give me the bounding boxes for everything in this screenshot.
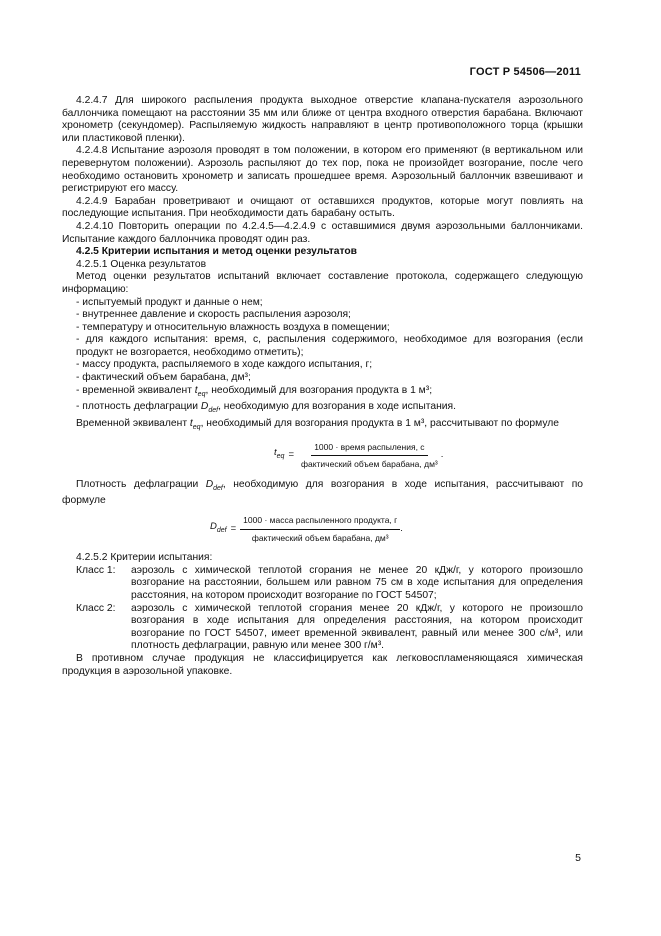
formula-denominator: фактический объем барабана, дм³ <box>251 532 389 543</box>
formula-var: t <box>274 447 277 459</box>
formula-denominator: фактический объем барабана, дм³ <box>301 459 438 470</box>
symbol-eq-sub: eq <box>197 390 206 398</box>
symbol-eq-sub: eq <box>192 423 201 431</box>
formula-equals: = <box>288 449 294 461</box>
formula-var: D <box>210 520 217 532</box>
list-item-time-equivalent <box>62 385 583 402</box>
paragraph-4-2-4-8: 4.2.4.8 Испытание аэрозоля проводят в том положении, в котором его применяют (в вертикальном или перевернутом положении). Аэрозоль распыляют до тех пор, пока не произойдет возгорание, после чего необходимо остановить хронометр и записать прошедшее время. Аэрозольный баллончик взвешивают и регистрируют его массу. <box>62 145 583 195</box>
text: , необходимую для возгорания в ходе испытания, рассчитывают по формуле <box>62 478 583 507</box>
formula-fraction <box>240 514 400 544</box>
paragraph-report-intro: Метод оценки результатов испытаний включает составление протокола, содержащего следующую информацию: <box>62 271 583 295</box>
formula-deflagration-density <box>210 514 583 544</box>
formula-lhs <box>274 447 284 463</box>
formula-sub: eq <box>276 453 285 461</box>
symbol-def-sub: def <box>213 484 223 492</box>
paragraph-4-2-4-9: 4.2.4.9 Барабан проветривают и очищают от оставшихся продуктов, которые могут повлиять на последующие испытания. При необходимости дать барабану остыть. <box>62 195 583 220</box>
text: Временной эквивалент <box>76 417 190 429</box>
list-text: , необходимую для возгорания в ходе испытания. <box>218 401 456 413</box>
list-text: - плотность дефлаграции <box>76 401 201 413</box>
paragraph-4-2-4-10: 4.2.4.10 Повторить операции по 4.2.4.5—4.2.4.9 с оставшимися двумя аэрозольными баллончиками. Испытание каждого баллончика проводят один раз. <box>62 220 583 245</box>
symbol-t: t <box>189 417 193 429</box>
formula-fraction <box>298 441 441 471</box>
formula-sub: def <box>216 526 227 534</box>
subsection-heading-4-2-5-1: 4.2.5.1 Оценка результатов <box>76 258 207 270</box>
formula-numerator: 1000 · масса распыленного продукта, г <box>240 514 400 530</box>
formula-end: . <box>440 449 444 461</box>
list-item: - температуру и относительную влажность воздуха в помещении; <box>76 321 390 333</box>
symbol-t: t <box>194 384 198 396</box>
formula-time-equivalent <box>274 441 583 471</box>
list-item: - фактический объем барабана, дм³; <box>76 372 251 384</box>
symbol-d: D <box>200 401 209 413</box>
list-text: , необходимый для возгорания продукта в 1 м³; <box>205 384 433 396</box>
class-1-criteria <box>76 565 583 603</box>
paragraph-4-2-4-7: 4.2.4.7 Для широкого распыления продукта выходное отверстие клапана-пускателя аэрозольного баллончика помещают на расстоянии 35 мм или ближе от центра входного отверстия барабана. Включают хронометр (секундомер). Распыляемую жидкость направляют в центр противоположного торца (крышки или пластиковой пленки). <box>62 95 583 144</box>
document-body <box>62 95 583 678</box>
class-text: аэрозоль с химической теплотой сгорания не менее 20 кДж/г, у которого произошло возгорание на расстоянии, большем или равном 75 см в ходе испытания для определения расстояния, на котором происходит возгорание по ГОСТ 54507; <box>131 564 583 601</box>
section-heading-4-2-5: 4.2.5 Критерии испытания и метод оценки результатов <box>76 246 358 258</box>
document-header: ГОСТ Р 54506—2011 <box>469 66 581 78</box>
class-label: Класс 2: <box>76 602 116 614</box>
class-text: аэрозоль с химической теплотой сгорания менее 20 кДж/г, у которого не произошло возгорания в ходе испытания для определения расстояния, на котором происходит возгорание по ГОСТ 54507, имеет временной эквивалент, равный или менее 300 с/м³, или плотность дефлаграции, равную или менее 300 г/м³. <box>131 602 583 652</box>
page-number: 5 <box>575 852 581 864</box>
formula-equals: = <box>230 522 237 534</box>
paragraph-time-equivalent-formula-intro <box>62 418 583 435</box>
list-text: - временной эквивалент <box>76 384 195 396</box>
symbol-d: D <box>205 478 214 490</box>
list-item: - испытуемый продукт и данные о нем; <box>76 296 263 308</box>
list-item: - массу продукта, распыляемого в ходе каждого испытания, г; <box>76 359 373 371</box>
paragraph-deflagration-formula-intro <box>62 479 583 508</box>
formula-lhs <box>210 521 227 537</box>
list-item: - внутреннее давление и скорость распыления аэрозоля; <box>76 309 351 321</box>
class-label: Класс 1: <box>76 564 116 576</box>
formula-end: . <box>400 522 403 534</box>
list-item-deflagration-density <box>62 401 583 418</box>
text: , необходимый для возгорания продукта в 1 м³, рассчитывают по формуле <box>200 417 559 429</box>
paragraph-conclusion: В противном случае продукция не классифицируется как легковоспламеняющаяся химическая продукция в аэрозольной упаковке. <box>62 652 583 677</box>
subsection-heading-4-2-5-2: 4.2.5.2 Критерии испытания: <box>76 552 213 564</box>
list-item: - для каждого испытания: время, с, распыления содержимого, необходимое для возгорания (если продукт не возгорается, необходимо отметить); <box>76 334 583 358</box>
symbol-def-sub: def <box>208 407 219 415</box>
class-2-criteria <box>76 603 583 653</box>
text: Плотность дефлаграции <box>76 478 206 490</box>
formula-numerator: 1000 · время распыления, с <box>311 441 427 457</box>
